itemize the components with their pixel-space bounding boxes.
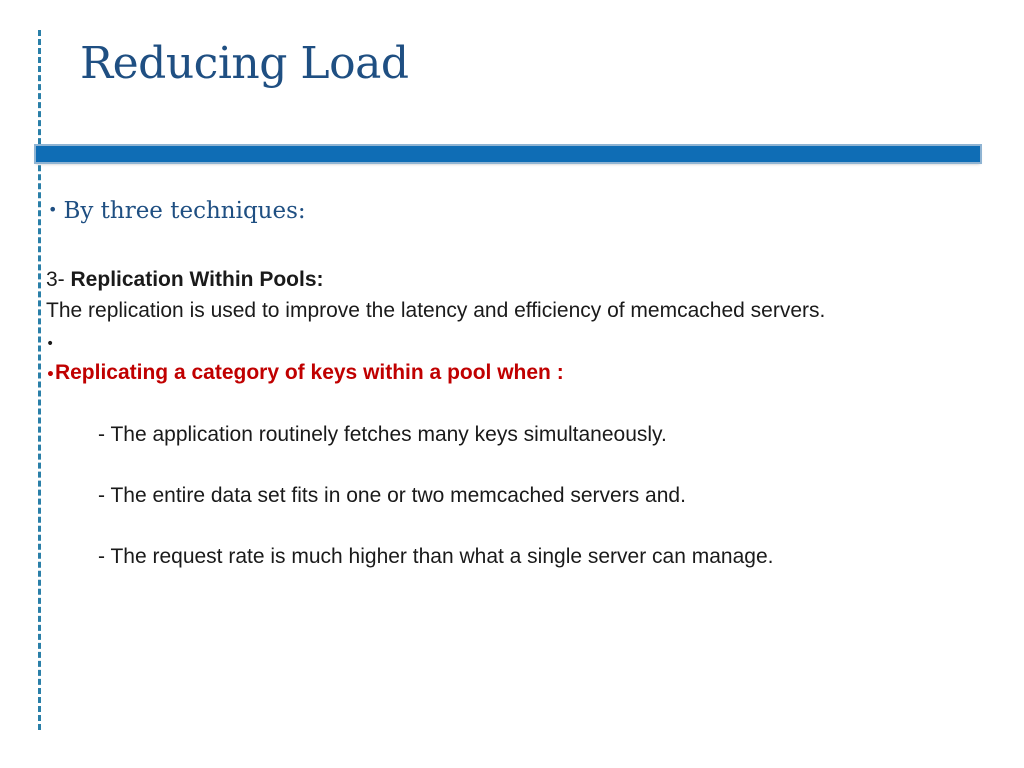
bullet-icon: • [46, 336, 55, 352]
condition-item: - The entire data set fits in one or two memcached servers and. [98, 484, 686, 507]
intro-line: The replication is used to improve the latency and efficiency of memcached servers. [46, 299, 826, 322]
red-bullet-text: Replicating a category of keys within a pool when : [54, 361, 564, 384]
lead-text: By three techniques: [63, 198, 306, 224]
title-underline-bar [36, 146, 980, 162]
slide-title: Reducing Load [80, 38, 409, 89]
section-heading-line [46, 268, 324, 292]
section-heading: Replication Within Pools: [70, 268, 324, 291]
section-prefix: 3- [46, 268, 71, 291]
red-bullet-line [46, 361, 564, 385]
empty-bullet-line [46, 330, 54, 354]
bullet-icon: • [46, 367, 55, 383]
lead-bullet-item [48, 198, 306, 224]
condition-item: - The application routinely fetches many keys simultaneously. [98, 423, 667, 446]
condition-item: - The request rate is much higher than what a single server can manage. [98, 545, 774, 568]
left-dashed-rule [38, 30, 41, 730]
bullet-icon: • [48, 200, 58, 219]
